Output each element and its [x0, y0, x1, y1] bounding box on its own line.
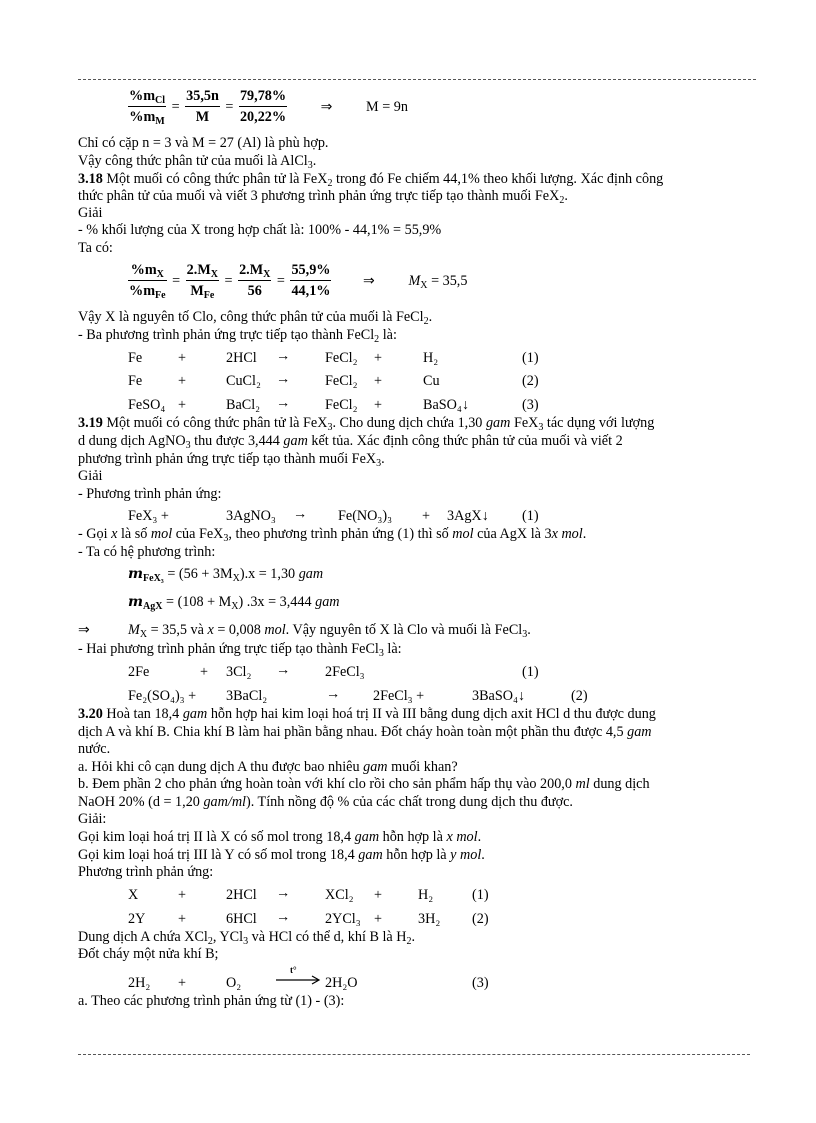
reactant: 2Fe: [128, 664, 150, 680]
question-3-20: 3.20 Hoà tan 18,4 gam hỗn hợp hai kim loại hoá trị II và III bằng dung dịch axit HCl d thu được dung: [78, 706, 656, 722]
text-line: nước.: [78, 741, 111, 757]
plus-sign: +: [374, 350, 383, 366]
reactant: 2Y: [128, 911, 146, 927]
top-divider: [78, 79, 756, 80]
plus-sign: +: [178, 397, 187, 413]
text-line: phương trình phản ứng trực tiếp tạo thành muối FeX$_3$.: [78, 451, 385, 469]
arrow-icon: →: [276, 909, 291, 925]
reactant: 3BaCl₂: [226, 688, 268, 704]
reactant: X: [128, 887, 139, 903]
product: 3AgX↓: [447, 508, 489, 524]
reactant: Fe: [128, 350, 143, 366]
product: BaSO₄↓: [423, 397, 469, 413]
product: Fe(NO₃)₃: [338, 508, 393, 524]
solution-label: Giải:: [78, 811, 107, 827]
text-line: NaOH 20% (d = 1,20 gam/ml). Tính nồng độ % của các chất trong dung dịch thu được.: [78, 794, 573, 810]
plus-sign: +: [178, 911, 187, 927]
product: XCl₂: [325, 887, 354, 903]
reactant: BaCl₂: [226, 397, 261, 413]
plus-sign: +: [374, 397, 383, 413]
question-3-19: 3.19 Một muối có công thức phân tử là FeX$_3$. Cho dung dịch chứa 1,30 gam FeX$_3$ tác dụng với lượng: [78, 415, 655, 433]
formula-mass-ratio-x: $\frac{\%m_X}{\%m_{Fe}}$ = $\frac{2.M_X}{M_{Fe}}$ = $\frac{2.M_X}{56}$ = $\frac{55,9\%}{44,1\%}$ ⇒ $M_X = 35,5$: [129, 262, 468, 301]
fraction: $\frac{2.M_X}{56}$: [239, 262, 271, 299]
text-line: - Gọi x là số mol của FeX$_3$, theo phương trình phản ứng (1) thì số mol của AgX là 3x mol.: [78, 526, 587, 544]
arrow-icon: →: [276, 395, 291, 411]
product: 2YCl₃: [325, 911, 361, 927]
text-line: Ta có:: [78, 240, 113, 256]
long-arrow-icon: [276, 975, 322, 985]
solution-label: Giải: [78, 205, 103, 221]
question-part-a: a. Hỏi khi cô cạn dung dịch A thu được bao nhiêu gam muối khan?: [78, 759, 458, 775]
product: 2FeCl₃ +: [373, 688, 425, 704]
fraction: $\frac{\%m_X}{\%m_{Fe}}$: [129, 262, 166, 301]
reactant: 3Cl₂: [226, 664, 252, 680]
plus-sign: +: [374, 373, 383, 389]
fraction: $\frac{2.M_X}{M_{Fe}}$: [186, 262, 218, 301]
product: H₂: [423, 350, 439, 366]
equation-number: (3): [522, 397, 539, 413]
text-line: Gọi kim loại hoá trị II là X có số mol trong 18,4 gam hỗn hợp là x mol.: [78, 829, 482, 845]
product: 3BaSO₄↓: [472, 688, 526, 704]
plus-sign: +: [178, 373, 187, 389]
formula-mass-ratio-cl: $\frac{\%m_{Cl}}{\%m_M}$ = $\frac{35,5n}{M}$ = $\frac{79,78\%}{20,22\%}$ ⇒ M = 9n: [129, 88, 408, 127]
text-line: Vậy X là nguyên tố Clo, công thức phân tử của muối là FeCl$_2$.: [78, 309, 433, 327]
arrow-icon: →: [276, 885, 291, 901]
reactant: 3AgNO₃: [226, 508, 276, 524]
arrow-icon: →: [326, 686, 341, 702]
text-line: - Ta có hệ phương trình:: [78, 544, 216, 560]
text-line: thức phân tử của muối và viết 3 phương trình phản ứng trực tiếp tạo thành muối FeX$_2$.: [78, 188, 568, 206]
arrow-icon: →: [276, 348, 291, 364]
plus-sign: +: [422, 508, 431, 524]
reactant: Fe: [128, 373, 143, 389]
heat-condition: t°: [290, 965, 297, 975]
equation-number: (3): [472, 975, 489, 991]
question-3-18: 3.18 Một muối có công thức phân tử là FeX$_2$ trong đó Fe chiếm 44,1% theo khối lượng. Xác định công: [78, 171, 664, 189]
equation-system-2: $m_{AgX} = (108 + M_X) .3x = 3,444$ gam: [128, 594, 340, 612]
implies-icon: ⇒: [78, 622, 90, 638]
text-line: Gọi kim loại hoá trị III là Y có số mol trong 18,4 gam hỗn hợp là y mol.: [78, 847, 485, 863]
product: Cu: [423, 373, 440, 389]
text-line: Phương trình phản ứng:: [78, 864, 214, 880]
product: 3H₂: [418, 911, 441, 927]
bottom-divider: [78, 1054, 750, 1055]
equation-number: (1): [522, 350, 539, 366]
reactant: FeX₃ +: [128, 508, 169, 524]
product: FeCl₂: [325, 350, 358, 366]
plus-sign: +: [374, 911, 383, 927]
text-line: dịch A và khí B. Chia khí B làm hai phần bằng nhau. Đốt cháy hoàn toàn một phần thu được 4,5 gam: [78, 724, 652, 740]
reactant: 2HCl: [226, 887, 257, 903]
text-line: Vậy công thức phân tử của muối là AlCl$_3$.: [78, 153, 317, 171]
product: FeCl₂: [325, 373, 358, 389]
arrow-icon: →: [276, 371, 291, 387]
plus-sign: +: [178, 887, 187, 903]
fraction: $\frac{55,9\%}{44,1\%}$: [291, 262, 331, 299]
equation-number: (2): [472, 911, 489, 927]
plus-sign: +: [178, 350, 187, 366]
text-line: Dung dịch A chứa XCl$_2$, YCl$_3$ và HCl có thể d, khí B là $H_2$.: [78, 929, 416, 947]
equation-system-1: $m_{FeX_3} = (56 + 3M_X).x = 1,30$ gam: [128, 566, 324, 584]
product: 2FeCl₃: [325, 664, 365, 680]
plus-sign: +: [178, 975, 187, 991]
reactant: 2H₂: [128, 975, 151, 991]
text-line: - Hai phương trình phản ứng trực tiếp tạo thành FeCl$_3$ là:: [78, 641, 402, 659]
reactant: 6HCl: [226, 911, 257, 927]
reactant: FeSO₄: [128, 397, 166, 413]
solution-label: Giải: [78, 468, 103, 484]
reactant: 2HCl: [226, 350, 257, 366]
reactant: Fe₂(SO₄)₃ +: [128, 688, 197, 704]
fraction: $\frac{79,78\%}{20,22\%}$: [239, 88, 287, 125]
plus-sign: +: [200, 664, 209, 680]
equation-number: (1): [522, 664, 539, 680]
text-line: - % khối lượng của X trong hợp chất là: 100% - 44,1% = 55,9%: [78, 222, 442, 238]
text-line: Đốt cháy một nửa khí B;: [78, 946, 219, 962]
product: 2H₂O: [325, 975, 358, 991]
fraction: $\frac{35,5n}{M}$: [186, 88, 219, 125]
equation-number: (2): [522, 373, 539, 389]
equation-number: (2): [571, 688, 588, 704]
text-line: - Ba phương trình phản ứng trực tiếp tạo thành FeCl$_2$ là:: [78, 327, 397, 345]
plus-sign: +: [374, 887, 383, 903]
fraction: $\frac{\%m_{Cl}}{\%m_M}$: [129, 88, 166, 127]
question-part-b: b. Đem phần 2 cho phản ứng hoàn toàn với khí clo rồi cho sản phẩm hấp thụ vào 200,0 ml dung dịch: [78, 776, 650, 792]
text-line: $M_X = 35,5$ và x = 0,008 mol. Vậy nguyên tố X là Clo và muối là FeCl$_3$.: [128, 622, 531, 640]
product: H₂: [418, 887, 434, 903]
text-line: a. Theo các phương trình phản ứng từ (1) - (3):: [78, 993, 345, 1009]
equation-number: (1): [522, 508, 539, 524]
text-line: Chỉ có cặp n = 3 và M = 27 (Al) là phù hợp.: [78, 135, 329, 151]
arrow-icon: →: [276, 662, 291, 678]
text-line: d dung dịch AgNO$_3$ thu được 3,444 gam kết tủa. Xác định công thức phân tử của muối và viết 2: [78, 433, 623, 451]
reactant: CuCl₂: [226, 373, 261, 389]
product: FeCl₂: [325, 397, 358, 413]
reactant: O₂: [226, 975, 242, 991]
text-line: - Phương trình phản ứng:: [78, 486, 222, 502]
equation-number: (1): [472, 887, 489, 903]
arrow-icon: →: [293, 506, 308, 522]
